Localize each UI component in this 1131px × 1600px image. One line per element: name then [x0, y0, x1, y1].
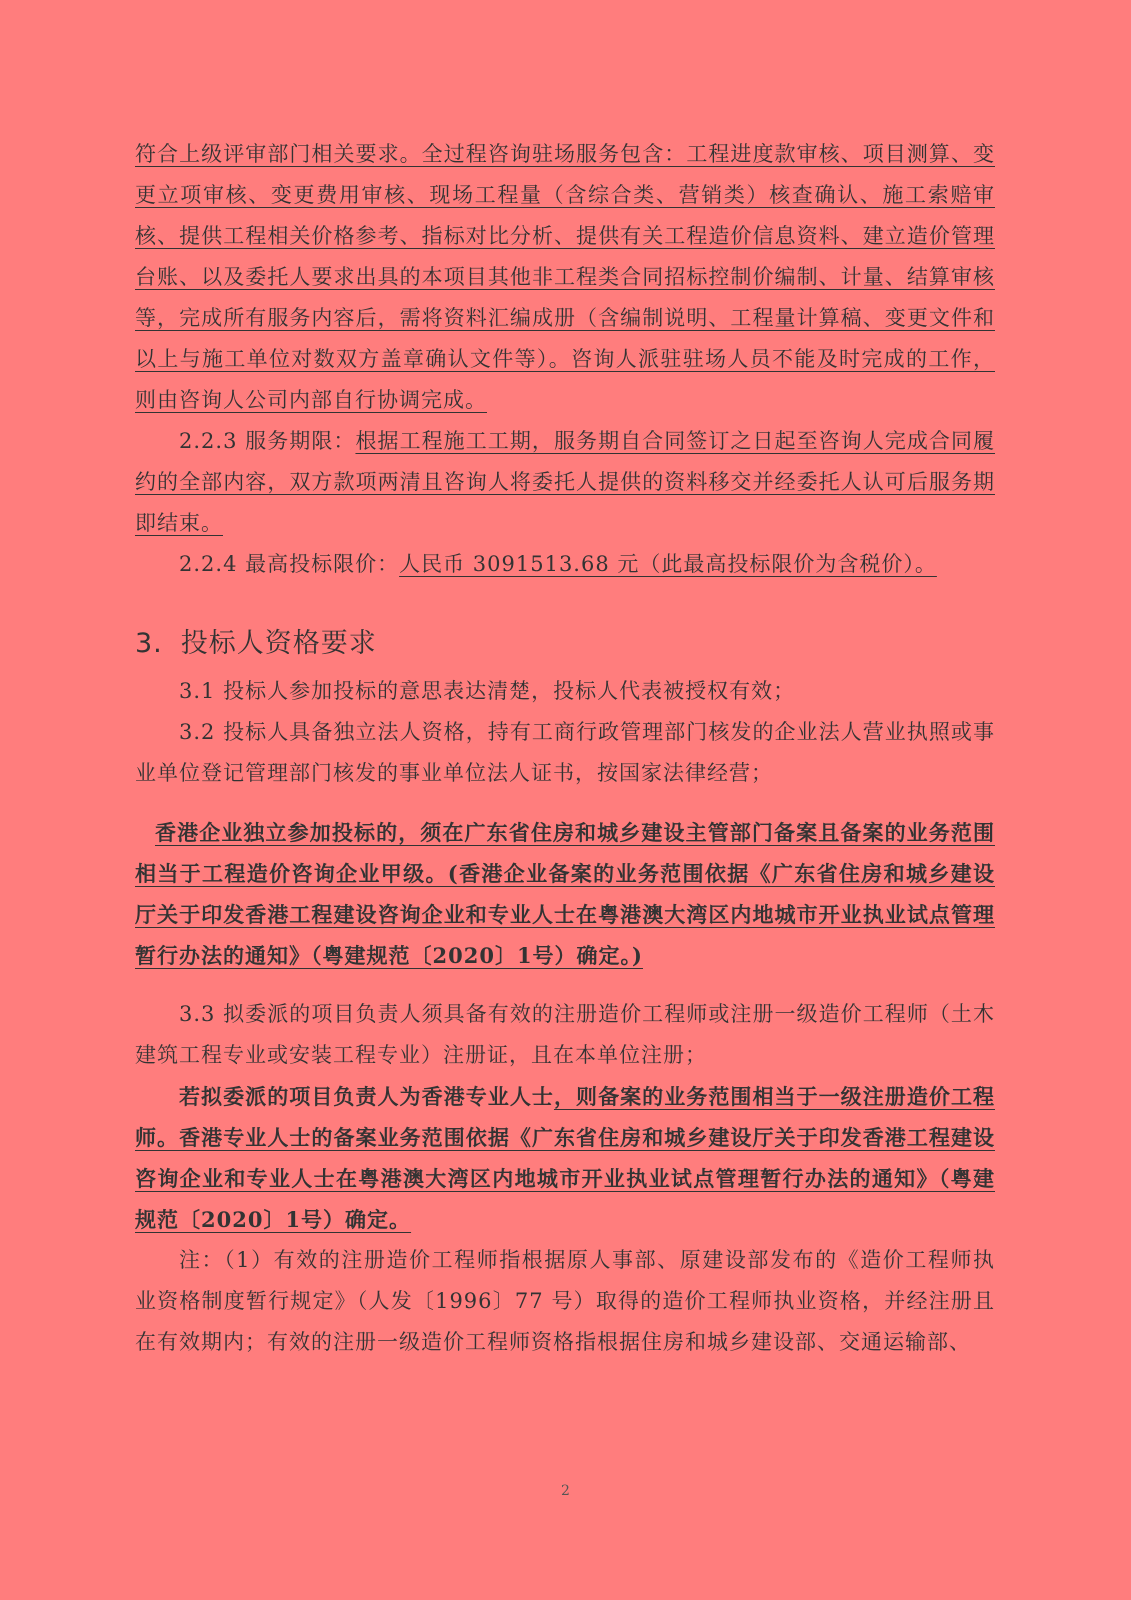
hk-person-lead: 若拟委派的项目负责人为香港专业人士 — [179, 1084, 554, 1109]
section-3-number: 3. — [135, 628, 163, 659]
max-bid-paragraph — [135, 544, 995, 585]
clause-3-1: 3.1 投标人参加投标的意思表达清楚，投标人代表被授权有效； — [179, 679, 796, 703]
page-number: 2 — [561, 1483, 570, 1499]
hk-person-rest: ，则备案的业务范围相当于一级注册造价工程师。香港专业人士的备案业务范围依据《广东省住房和城乡建设厅关于印发香港工程建设咨询企业和专业人士在粤港澳大湾区内地城市开业执业试点管理暂行办法的通知》（粤建规范〔2020〕1号）确定。 — [135, 1084, 996, 1232]
service-period-label: 2.2.3 服务期限： — [179, 429, 356, 453]
service-period-text: 根据工程施工工期，服务期自合同签订之日起至咨询人完成合同履约的全部内容，双方款项两清且咨询人将委托人提供的资料移交并经委托人认可后服务期即结束。 — [135, 429, 996, 535]
service-scope-paragraph — [135, 134, 995, 421]
clause-3-3: 3.3 拟委派的项目负责人须具备有效的注册造价工程师或注册一级造价工程师（土木建筑工程专业或安装工程专业）注册证，且在本单位注册； — [135, 1002, 995, 1067]
section-3-heading — [135, 621, 995, 667]
page-content — [135, 134, 995, 1363]
spacer — [135, 976, 995, 994]
note-paragraph: 注：（1）有效的注册造价工程师指根据原人事部、原建设部发布的《造价工程师执业资格制度暂行规定》（人发〔1996〕77 号）取得的造价工程师执业资格，并经注册且在有效期内；有效的注册一级造价工程师资格指根据住房和城乡建设部、交通运输部、 — [135, 1248, 995, 1354]
section-3-title: 投标人资格要求 — [180, 628, 377, 659]
clause-3-2: 3.2 投标人具备独立法人资格，持有工商行政管理部门核发的企业法人营业执照或事业单位登记管理部门核发的事业单位法人证书，按国家法律经营； — [135, 720, 995, 785]
max-bid-text: 人民币 3091513.68 元（此最高投标限价为含税价）。 — [399, 552, 937, 576]
hk-enterprise-text: 香港企业独立参加投标的，须在广东省住房和城乡建设主管部门备案且备案的业务范围相当于工程造价咨询企业甲级。(香港企业备案的业务范围依据《广东省住房和城乡建设厅关于印发香港工程建设咨询企业和专业人士在粤港澳大湾区内地城市开业执业试点管理暂行办法的通知》（粤建规范〔2020〕1号）确定。) — [135, 820, 995, 968]
max-bid-label: 2.2.4 最高投标限价： — [179, 552, 400, 576]
spacer — [135, 794, 995, 812]
hk-enterprise-paragraph — [135, 812, 995, 976]
hk-person-paragraph — [135, 1076, 995, 1240]
service-scope-text: 符合上级评审部门相关要求。全过程咨询驻场服务包含：工程进度款审核、项目测算、变更立项审核、变更费用审核、现场工程量（含综合类、营销类）核查确认、施工索赔审核、提供工程相关价格参考、指标对比分析、提供有关工程造价信息资料、建立造价管理台账、以及委托人要求出具的本项目其他非工程类合同招标控制价编制、计量、结算审核等，完成所有服务内容后，需将资料汇编成册（含编制说明、工程量计算稿、变更文件和以上与施工单位对数双方盖章确认文件等）。咨询人派驻驻场人员不能及时完成的工作，则由咨询人公司内部自行协调完成。 — [135, 142, 995, 412]
service-period-paragraph — [135, 421, 995, 544]
